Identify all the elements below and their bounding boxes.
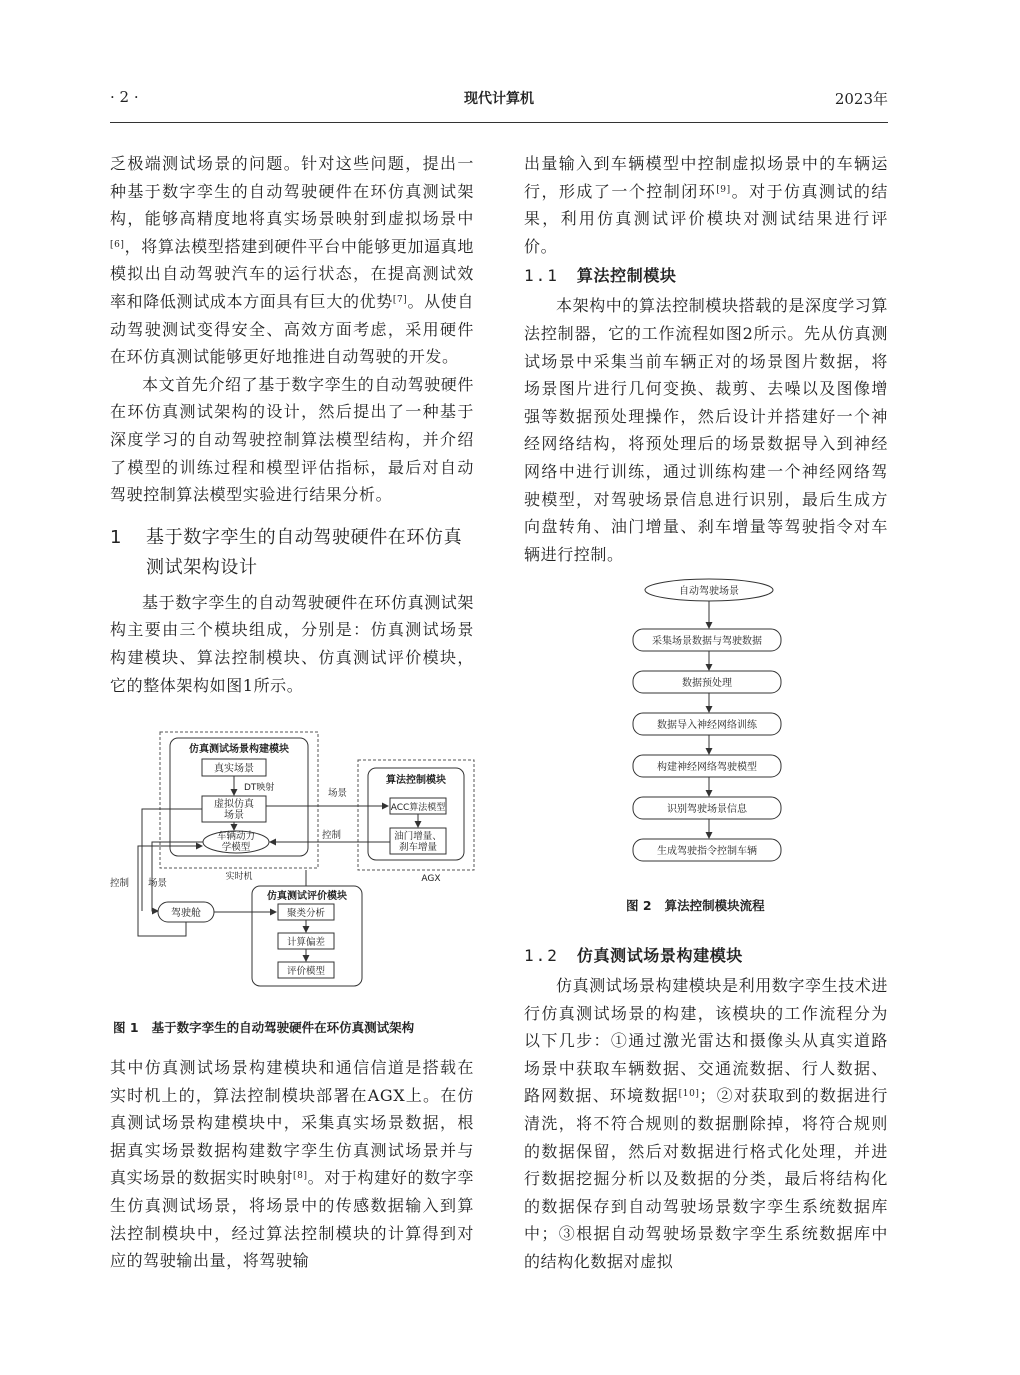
header-rule xyxy=(110,122,888,123)
citation: [7] xyxy=(392,294,408,305)
svg-text:构建神经网络驾驶模型: 构建神经网络驾驶模型 xyxy=(657,762,757,773)
figure-1-caption: 图 1 基于数字孪生的自动驾驶硬件在环仿真测试架构 xyxy=(113,1020,415,1035)
svg-text:ACC算法模型: ACC算法模型 xyxy=(390,803,446,813)
right-column-top xyxy=(524,150,888,568)
realtime-label: 实时机 xyxy=(225,872,253,882)
svg-text:采集场景数据与驾驶数据: 采集场景数据与驾驶数据 xyxy=(652,636,762,647)
svg-text:DT映射: DT映射 xyxy=(244,783,275,793)
citation: [8] xyxy=(293,1171,308,1182)
svg-text:控制: 控制 xyxy=(322,830,342,841)
left-paragraph-1: 乏极端测试场景的问题。针对这些问题，提出一种基于数字孪生的自动驾驶硬件在环仿真测试架构，能够高精度地将真实场景映射到虚拟场景中[6]，将算法模型搭建到硬件平台中能够更加逼真地模拟出自动驾驶汽车的运行状态，在提高测试效率和降低测试成本方面具有巨大的优势[7]。从使自动驾驶测试变得安全、高效方面考虑，采用硬件在环仿真测试能够更好地推进自动驾驶的开发。 xyxy=(110,154,474,367)
svg-text:场景: 场景 xyxy=(224,810,244,821)
svg-text:场景: 场景 xyxy=(328,788,348,799)
citation: [10] xyxy=(678,1089,700,1100)
right-paragraph-2: 本架构中的算法控制模块搭载的是深度学习算法控制器，它的工作流程如图2所示。先从仿真测试场景中采集当前车辆正对的场景图片数据，将场景图片进行几何变换、裁剪、去噪以及图像增强等数据预处理操作，然后设计并搭建好一个神经网络结构，将预处理后的场景数据导入到神经网络中进行训练，通过训练构建一个神经网络驾驶模型，对驾驶场景信息进行识别，最后生成方向盘转角、油门增量、刹车增量等驾驶指令对车辆进行控制。 xyxy=(524,296,889,564)
svg-text:驾驶舱: 驾驶舱 xyxy=(171,908,201,919)
svg-text:控制: 控制 xyxy=(110,878,130,889)
svg-text:油门增量、: 油门增量、 xyxy=(394,831,442,842)
svg-text:学模型: 学模型 xyxy=(221,842,251,853)
figure-2-flowchart xyxy=(620,575,800,865)
svg-text:虚拟仿真: 虚拟仿真 xyxy=(214,799,254,810)
svg-text:聚类分析: 聚类分析 xyxy=(286,908,326,919)
svg-text:生成驾驶指令控制车辆: 生成驾驶指令控制车辆 xyxy=(657,846,757,857)
section-heading-1-1: 1.1 算法控制模块 xyxy=(524,266,677,286)
journal-name: 现代计算机 xyxy=(464,91,534,107)
left-paragraph-4: 其中仿真测试场景构建模块和通信信道是搭载在实时机上的，算法控制模块部署在AGX上。在仿真测试场景构建模块中，采集真实场景数据，根据真实场景数据构建数字孪生仿真测试场景并与真实场景的数据实时映射[8]。对于构建好的数字孪生仿真测试场景，将场景中的传感数据输入到算法控制模块中，经过算法控制模块的计算得到对应的驾驶输出量，将驾驶输 xyxy=(110,1058,474,1271)
citation: [6] xyxy=(110,239,125,250)
svg-text:算法控制模块: 算法控制模块 xyxy=(386,775,446,786)
citation: [9] xyxy=(716,184,731,195)
right-column-bottom xyxy=(524,940,888,1276)
journal-year: 2023年 xyxy=(834,90,888,108)
scene-module-title: 仿真测试场景构建模块 xyxy=(189,744,289,755)
svg-text:计算偏差: 计算偏差 xyxy=(286,937,326,948)
agx-label: AGX xyxy=(421,874,441,884)
svg-text:数据导入神经网络训练: 数据导入神经网络训练 xyxy=(657,720,757,731)
left-paragraph-2: 本文首先介绍了基于数字孪生的自动驾驶硬件在环仿真测试架构的设计，然后提出了一种基于深度学习的自动驾驶控制算法模型结构，并介绍了模型的训练过程和模型评估指标，最后对自动驾驶控制算法模型实验进行结果分析。 xyxy=(110,374,475,505)
section-heading-1: 1 基于数字孪生的自动驾驶硬件在环仿真测试架构设计 xyxy=(110,526,463,578)
left-column-bottom xyxy=(110,1054,474,1275)
left-column-top xyxy=(110,150,474,699)
svg-text:车辆动力: 车辆动力 xyxy=(216,831,256,842)
figure-2-caption: 图 2 算法控制模块流程 xyxy=(626,898,765,913)
right-paragraph-3: 仿真测试场景构建模块是利用数字孪生技术进行仿真测试场景的构建，该模块的工作流程分为以下几步：①通过激光雷达和摄像头从真实道路场景中获取车辆数据、交通流数据、行人数据、路网数据、环境数据[10]；②对获取到的数据进行清洗，将不符合规则的数据删除掉，将符合规则的数据保留，然后对数据进行格式化处理，并进行数据挖掘分析以及数据的分类，最后将结构化的数据保存到自动驾驶场景数字孪生系统数据库中；③根据自动驾驶场景数字孪生系统数据库中的结构化数据对虚拟 xyxy=(524,976,889,1271)
svg-text:仿真测试评价模块: 仿真测试评价模块 xyxy=(267,891,347,902)
svg-text:数据预处理: 数据预处理 xyxy=(682,678,732,689)
svg-text:刹车增量: 刹车增量 xyxy=(398,842,438,853)
svg-text:自动驾驶场景: 自动驾驶场景 xyxy=(679,586,739,597)
svg-text:识别驾驶场景信息: 识别驾驶场景信息 xyxy=(667,804,747,815)
section-heading-1-2: 1.2 仿真测试场景构建模块 xyxy=(524,946,743,965)
svg-text:评价模型: 评价模型 xyxy=(286,966,326,977)
page-number: · 2 · xyxy=(110,88,139,106)
figure-1-architecture xyxy=(110,726,480,996)
right-paragraph-1: 出量输入到车辆模型中控制虚拟场景中的车辆运行，形成了一个控制闭环[9]。对于仿真测试的结果，利用仿真测试评价模块对测试结果进行评价。 xyxy=(524,154,888,256)
svg-text:场景: 场景 xyxy=(148,878,168,889)
running-header xyxy=(110,88,888,112)
svg-text:真实场景: 真实场景 xyxy=(214,763,254,775)
left-paragraph-3: 基于数字孪生的自动驾驶硬件在环仿真测试架构主要由三个模块组成，分别是：仿真测试场景构建模块、算法控制模块、仿真测试评价模块，它的整体架构如图1所示。 xyxy=(110,592,475,695)
